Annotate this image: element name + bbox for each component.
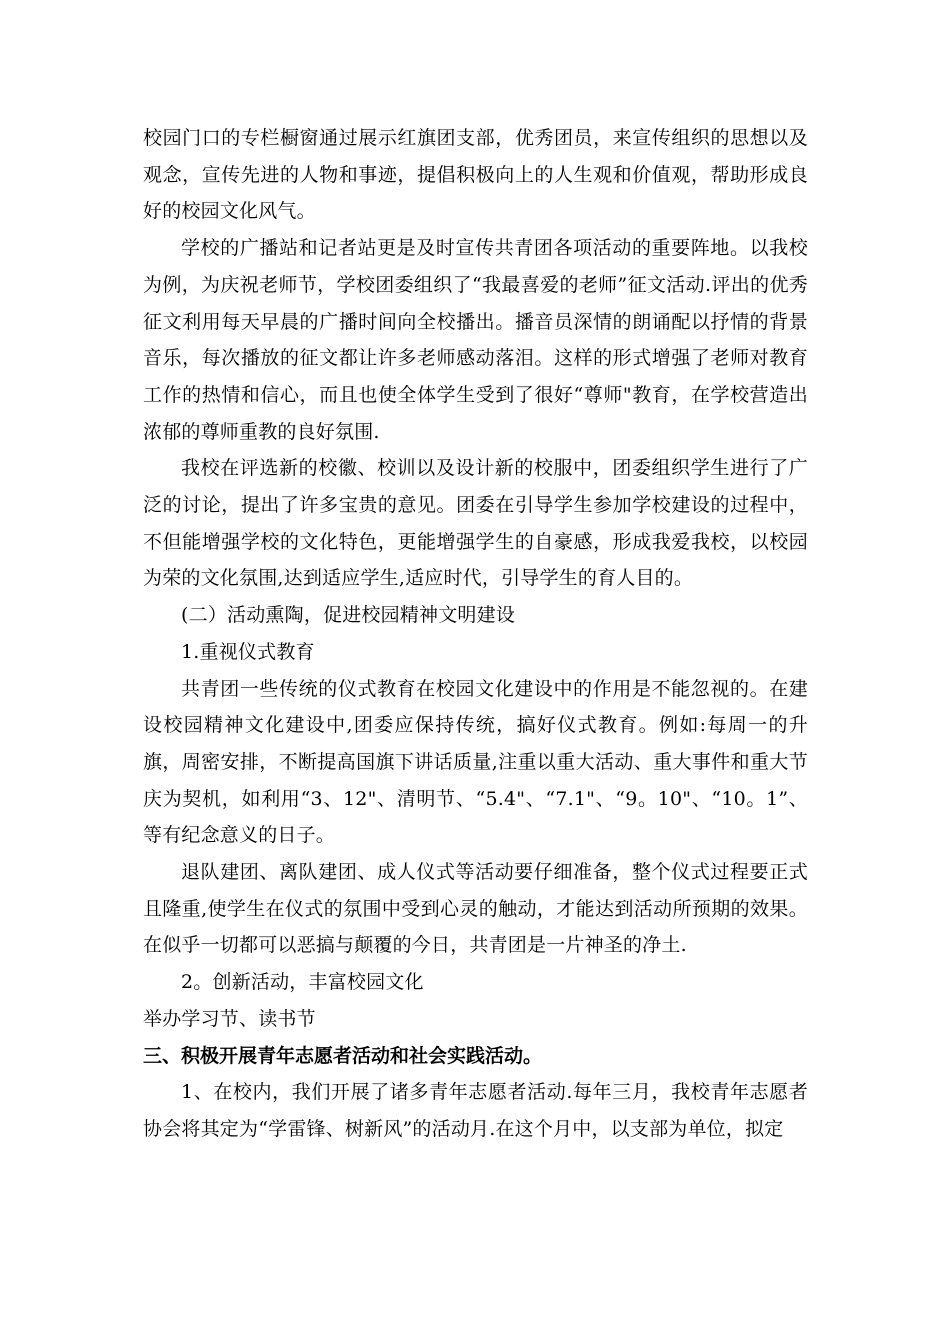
section-heading-3: 三、积极开展青年志愿者活动和社会实践活动。 bbox=[143, 1044, 543, 1067]
subheading-ceremony: 1.重视仪式教育 bbox=[181, 640, 315, 663]
paragraph-1: 校园门口的专栏橱窗通过展示红旗团支部，优秀团员，来宣传组织的思想以及观念，宣传先进的人物和事迹，提倡积极向上的人生观和价值观，帮助形成良好的校园文化风气。 bbox=[143, 127, 808, 223]
paragraph-2: 学校的广播站和记者站更是及时宣传共青团各项活动的重要阵地。以我校为例，为庆祝老师节，学校团委组织了“我最喜爱的老师”征文活动.评出的优秀征文利用每天早晨的广播时间向全校播出。播音员深情的朗诵配以抒情的背景音乐，每次播放的征文都让许多老师感动落泪。这样的形式增强了老师对教育工作的热情和信心，而且也使全体学生受到了很好“尊师"教育，在学校营造出浓郁的尊师重教的良好氛围. bbox=[143, 237, 808, 443]
paragraph-5: 退队建团、离队建团、成人仪式等活动要仔细准备，整个仪式过程要正式且隆重,使学生在仪式的氛围中受到心灵的触动，才能达到活动所预期的效果。在似乎一切都可以恶搞与颠覆的今日，共青团是一片神圣的净土. bbox=[143, 861, 808, 957]
paragraph-6: 举办学习节、读书节 bbox=[143, 1007, 316, 1030]
paragraph-7: 1、在校内，我们开展了诸多青年志愿者活动.每年三月，我校青年志愿者协会将其定为“学雷锋、树新风”的活动月.在这个月中，以支部为单位，拟定 bbox=[143, 1081, 808, 1140]
document-page bbox=[143, 120, 808, 1148]
subheading-activities: (二）活动熏陶，促进校园精神文明建设 bbox=[181, 604, 516, 627]
paragraph-3: 我校在评选新的校徽、校训以及设计新的校服中，团委组织学生进行了广泛的讨论，提出了许多宝贵的意见。团委在引导学生参加学校建设的过程中，不但能增强学校的文化特色，更能增强学生的自豪感，形成我爱我校，以校园为荣的文化氛围,达到适应学生,适应时代，引导学生的育人目的。 bbox=[143, 457, 808, 590]
paragraph-4: 共青团一些传统的仪式教育在校园文化建设中的作用是不能忽视的。在建设校园精神文化建设中,团委应保持传统，搞好仪式教育。例如:每周一的升旗，周密安排，不断提高国旗下讲话质量,注重以重大活动、重大事件和重大节庆为契机，如利用“3、12"、清明节、“5.4"、“7.1"、“9。10"、“10。1”、等有纪念意义的日子。 bbox=[143, 677, 808, 847]
subheading-innovation: 2。创新活动，丰富校园文化 bbox=[181, 971, 424, 994]
